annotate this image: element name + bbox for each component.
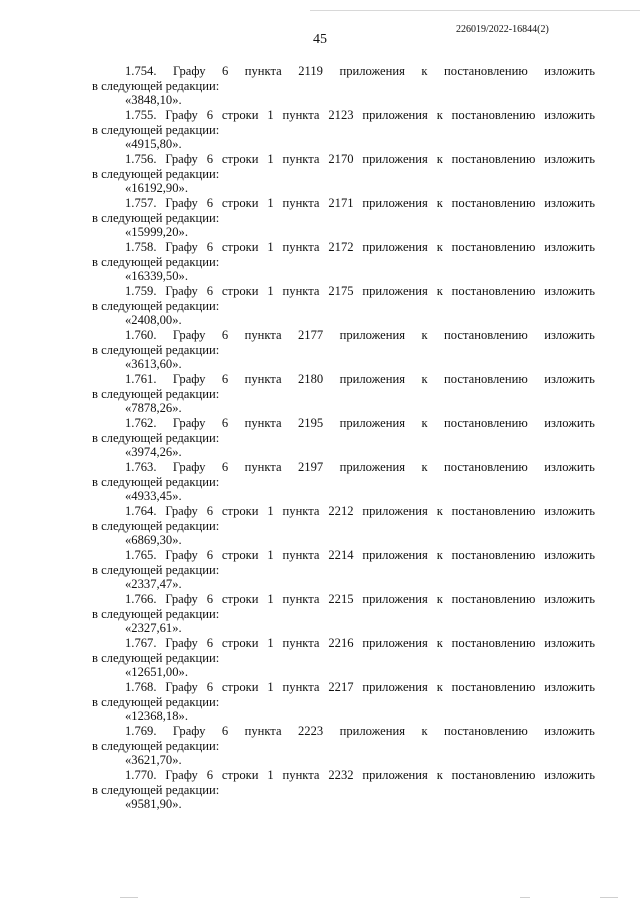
item-word: приложения — [362, 504, 428, 518]
item-word: 6 — [221, 328, 229, 342]
item-word: приложения — [339, 64, 405, 78]
item-word: постановлению — [451, 592, 536, 606]
item-word: приложения — [339, 416, 406, 430]
item-word: 1 — [267, 240, 274, 254]
item-word: изложить — [544, 372, 595, 386]
amendment-first-line — [92, 372, 595, 387]
item-number: 1.758. — [125, 240, 157, 254]
amendment-first-line — [92, 548, 595, 563]
item-word: изложить — [544, 108, 595, 122]
amendment-first-line — [92, 64, 595, 79]
item-word: постановлению — [451, 284, 536, 298]
amendment-first-line — [92, 284, 595, 299]
item-number: 1.765. — [125, 548, 157, 562]
item-word: к — [436, 108, 443, 122]
item-word: к — [436, 768, 443, 782]
item-word: Графу — [165, 548, 198, 562]
item-word: 6 — [206, 152, 213, 166]
item-word: 2197 — [297, 460, 324, 474]
item-word: 1 — [267, 592, 274, 606]
item-word: 6 — [206, 284, 213, 298]
amendment-continuation: в следующей редакции: — [92, 123, 220, 137]
item-word: постановлению — [451, 504, 536, 518]
amendment-continuation: в следующей редакции: — [92, 431, 220, 445]
item-word: изложить — [544, 724, 595, 738]
item-word: к — [436, 592, 443, 606]
item-number: 1.759. — [125, 284, 157, 298]
item-word: изложить — [544, 328, 595, 342]
item-word: Графу — [172, 724, 206, 738]
item-word: изложить — [544, 196, 595, 210]
amendment-continuation: в следующей редакции: — [92, 387, 220, 401]
item-word: Графу — [165, 284, 198, 298]
item-word: 1 — [267, 768, 274, 782]
item-word: изложить — [544, 64, 595, 78]
item-word: приложения — [362, 680, 428, 694]
item-word: 1 — [267, 680, 274, 694]
item-word: приложения — [339, 724, 406, 738]
amendment-item — [92, 64, 595, 108]
item-word: к — [436, 284, 443, 298]
amendment-value: «12368,18». — [125, 709, 188, 723]
amendment-item — [92, 636, 595, 680]
amendment-first-line — [92, 680, 595, 695]
item-word: Графу — [165, 196, 198, 210]
item-word: приложения — [362, 548, 428, 562]
amendment-value: «3613,60». — [125, 357, 182, 371]
amendment-value: «16192,90». — [125, 181, 188, 195]
amendment-item — [92, 504, 595, 548]
item-word: 2123 — [328, 108, 354, 122]
item-word: к — [421, 64, 428, 78]
amendment-item — [92, 196, 595, 240]
item-word: пункта — [282, 504, 320, 518]
item-word: постановлению — [444, 328, 528, 342]
amendment-continuation: в следующей редакции: — [92, 79, 220, 93]
item-word: изложить — [544, 416, 595, 430]
amendment-continuation: в следующей редакции: — [92, 519, 220, 533]
item-word: строки — [221, 592, 259, 606]
item-word: к — [436, 240, 443, 254]
item-word: строки — [221, 768, 259, 782]
item-word: постановлению — [444, 372, 528, 386]
item-word: 6 — [206, 504, 213, 518]
amendment-value: «3621,70». — [125, 753, 182, 767]
item-word: пункта — [244, 328, 282, 342]
item-word: строки — [221, 196, 259, 210]
item-word: Графу — [165, 108, 198, 122]
amendment-first-line — [92, 768, 595, 783]
amendment-value: «2327,61». — [125, 621, 182, 635]
page-number: 45 — [313, 32, 327, 47]
item-word: постановлению — [451, 680, 536, 694]
amendment-item — [92, 152, 595, 196]
amendment-continuation: в следующей редакции: — [92, 563, 220, 577]
item-number: 1.761. — [125, 372, 157, 386]
amendment-value: «12651,00». — [125, 665, 188, 679]
item-word: постановлению — [451, 108, 536, 122]
item-word: приложения — [362, 108, 428, 122]
amendment-value: «15999,20». — [125, 225, 188, 239]
item-word: 6 — [221, 64, 229, 78]
amendment-first-line — [92, 416, 595, 431]
amendment-continuation: в следующей редакции: — [92, 739, 220, 753]
item-word: пункта — [282, 680, 320, 694]
amendment-first-line — [92, 328, 595, 343]
item-word: приложения — [362, 284, 428, 298]
item-word: пункта — [282, 196, 320, 210]
item-word: пункта — [282, 284, 320, 298]
amendment-first-line — [92, 636, 595, 651]
item-word: 6 — [206, 240, 213, 254]
item-word: изложить — [544, 460, 595, 474]
item-word: строки — [221, 680, 259, 694]
amendment-item — [92, 548, 595, 592]
item-word: к — [421, 460, 428, 474]
item-word: 6 — [206, 636, 213, 650]
item-word: к — [421, 416, 428, 430]
item-word: Графу — [165, 680, 198, 694]
amendment-first-line — [92, 724, 595, 739]
amendment-continuation: в следующей редакции: — [92, 167, 220, 181]
item-number: 1.770. — [125, 768, 157, 782]
amendment-item — [92, 372, 595, 416]
amendment-continuation: в следующей редакции: — [92, 211, 220, 225]
item-word: 6 — [221, 416, 229, 430]
item-number: 1.764. — [125, 504, 157, 518]
item-word: приложения — [339, 460, 406, 474]
amendment-continuation: в следующей редакции: — [92, 695, 220, 709]
document-number: 226019/2022-16844(2) — [456, 24, 549, 35]
item-word: постановлению — [444, 724, 528, 738]
item-word: приложения — [362, 768, 428, 782]
item-word: пункта — [244, 416, 282, 430]
amendment-continuation: в следующей редакции: — [92, 607, 220, 621]
item-word: Графу — [172, 460, 206, 474]
amendment-first-line — [92, 152, 595, 167]
item-word: пункта — [244, 460, 282, 474]
amendment-value: «4915,80». — [125, 137, 182, 151]
item-word: Графу — [165, 636, 198, 650]
item-word: изложить — [544, 768, 595, 782]
amendment-value: «2408,00». — [125, 313, 182, 327]
item-word: постановлению — [444, 460, 528, 474]
item-word: Графу — [165, 152, 198, 166]
amendment-first-line — [92, 108, 595, 123]
item-word: Графу — [172, 328, 206, 342]
amendment-item — [92, 328, 595, 372]
item-number: 1.763. — [125, 460, 157, 474]
item-word: 2170 — [328, 152, 354, 166]
amendment-value: «16339,50». — [125, 269, 188, 283]
scan-artifact — [520, 897, 530, 898]
item-word: пункта — [244, 372, 282, 386]
item-word: изложить — [544, 152, 595, 166]
item-word: 1 — [267, 196, 274, 210]
item-number: 1.762. — [125, 416, 157, 430]
item-word: пункта — [282, 240, 320, 254]
item-word: пункта — [282, 152, 320, 166]
amendment-continuation: в следующей редакции: — [92, 783, 220, 797]
item-word: 1 — [267, 636, 274, 650]
amendment-item — [92, 240, 595, 284]
item-word: 1 — [267, 504, 274, 518]
amendment-item — [92, 416, 595, 460]
amendment-item — [92, 768, 595, 812]
amendment-item — [92, 108, 595, 152]
item-word: 2171 — [328, 196, 354, 210]
item-word: постановлению — [451, 636, 536, 650]
item-word: к — [436, 196, 443, 210]
amendment-item — [92, 284, 595, 328]
item-word: 6 — [221, 724, 229, 738]
amendment-continuation: в следующей редакции: — [92, 343, 220, 357]
item-word: постановлению — [444, 64, 528, 78]
item-word: постановлению — [451, 548, 536, 562]
top-scan-rule — [310, 10, 640, 11]
amendment-item — [92, 460, 595, 504]
item-word: 6 — [206, 592, 213, 606]
item-word: постановлению — [451, 240, 536, 254]
item-word: Графу — [165, 504, 198, 518]
amendment-item — [92, 592, 595, 636]
item-word: приложения — [362, 592, 428, 606]
item-word: 2232 — [328, 768, 354, 782]
item-word: к — [421, 724, 428, 738]
item-word: пункта — [244, 724, 282, 738]
scan-artifact — [600, 897, 618, 898]
item-word: к — [436, 504, 443, 518]
item-word: пункта — [282, 592, 320, 606]
item-word: изложить — [544, 592, 595, 606]
item-word: изложить — [544, 240, 595, 254]
item-word: 2212 — [328, 504, 354, 518]
item-word: 2216 — [328, 636, 354, 650]
item-word: 1 — [267, 284, 274, 298]
amendment-continuation: в следующей редакции: — [92, 299, 220, 313]
item-word: постановлению — [451, 152, 536, 166]
amendment-value: «3848,10». — [125, 93, 182, 107]
item-word: 2175 — [328, 284, 354, 298]
item-word: 1 — [267, 108, 274, 122]
item-word: постановлению — [451, 196, 536, 210]
item-number: 1.766. — [125, 592, 157, 606]
item-word: к — [421, 372, 428, 386]
amendment-first-line — [92, 460, 595, 475]
amendment-value: «7878,26». — [125, 401, 182, 415]
amendment-value: «3974,26». — [125, 445, 182, 459]
item-word: 2119 — [298, 64, 323, 78]
item-number: 1.757. — [125, 196, 157, 210]
amendment-item — [92, 680, 595, 724]
item-word: 2195 — [297, 416, 324, 430]
amendment-value: «4933,45». — [125, 489, 182, 503]
item-word: Графу — [165, 768, 198, 782]
item-word: изложить — [544, 680, 595, 694]
item-word: приложения — [339, 372, 406, 386]
item-number: 1.756. — [125, 152, 157, 166]
item-word: постановлению — [451, 768, 536, 782]
item-number: 1.754. — [125, 64, 157, 78]
item-word: 1 — [267, 548, 274, 562]
item-word: 6 — [206, 768, 213, 782]
item-word: 6 — [206, 548, 213, 562]
item-word: приложения — [362, 152, 428, 166]
item-word: 2223 — [297, 724, 324, 738]
item-word: постановлению — [444, 416, 528, 430]
item-word: 2172 — [328, 240, 354, 254]
item-word: 2215 — [328, 592, 354, 606]
item-word: приложения — [362, 196, 428, 210]
item-word: строки — [221, 240, 259, 254]
amendment-continuation: в следующей редакции: — [92, 255, 220, 269]
item-word: строки — [221, 504, 259, 518]
item-word: Графу — [172, 64, 206, 78]
amendment-continuation: в следующей редакции: — [92, 651, 220, 665]
item-number: 1.760. — [125, 328, 157, 342]
item-word: строки — [221, 108, 259, 122]
item-word: пункта — [282, 548, 320, 562]
amendment-first-line — [92, 504, 595, 519]
item-word: строки — [221, 284, 259, 298]
item-word: Графу — [172, 372, 206, 386]
item-word: к — [436, 152, 443, 166]
item-word: пункта — [282, 768, 320, 782]
item-word: Графу — [165, 240, 198, 254]
item-word: 2177 — [297, 328, 324, 342]
item-word: 2217 — [328, 680, 354, 694]
amendment-first-line — [92, 196, 595, 211]
item-word: строки — [221, 548, 259, 562]
scan-artifact — [120, 897, 138, 898]
item-word: к — [436, 680, 443, 694]
amendments-list — [92, 64, 595, 812]
item-word: изложить — [544, 504, 595, 518]
item-word: строки — [221, 152, 259, 166]
item-number: 1.755. — [125, 108, 157, 122]
item-word: строки — [221, 636, 259, 650]
item-word: Графу — [165, 592, 198, 606]
item-word: приложения — [362, 636, 428, 650]
item-word: изложить — [544, 636, 595, 650]
item-word: к — [436, 636, 443, 650]
amendment-first-line — [92, 592, 595, 607]
amendment-item — [92, 724, 595, 768]
amendment-value: «6869,30». — [125, 533, 182, 547]
item-word: пункта — [282, 636, 320, 650]
item-word: 6 — [221, 372, 229, 386]
item-word: 1 — [267, 152, 274, 166]
item-number: 1.767. — [125, 636, 157, 650]
item-word: пункта — [244, 64, 282, 78]
item-word: приложения — [362, 240, 428, 254]
amendment-value: «9581,90». — [125, 797, 182, 811]
item-word: к — [436, 548, 443, 562]
item-word: к — [421, 328, 428, 342]
item-word: изложить — [544, 548, 595, 562]
amendment-continuation: в следующей редакции: — [92, 475, 220, 489]
item-word: изложить — [544, 284, 595, 298]
item-word: 2214 — [328, 548, 354, 562]
item-word: приложения — [339, 328, 406, 342]
item-number: 1.769. — [125, 724, 157, 738]
item-word: 2180 — [297, 372, 324, 386]
amendment-value: «2337,47». — [125, 577, 182, 591]
item-word: 6 — [206, 108, 213, 122]
item-number: 1.768. — [125, 680, 157, 694]
item-word: пункта — [282, 108, 320, 122]
amendment-first-line — [92, 240, 595, 255]
item-word: Графу — [172, 416, 206, 430]
item-word: 6 — [206, 680, 213, 694]
item-word: 6 — [206, 196, 213, 210]
item-word: 6 — [221, 460, 229, 474]
